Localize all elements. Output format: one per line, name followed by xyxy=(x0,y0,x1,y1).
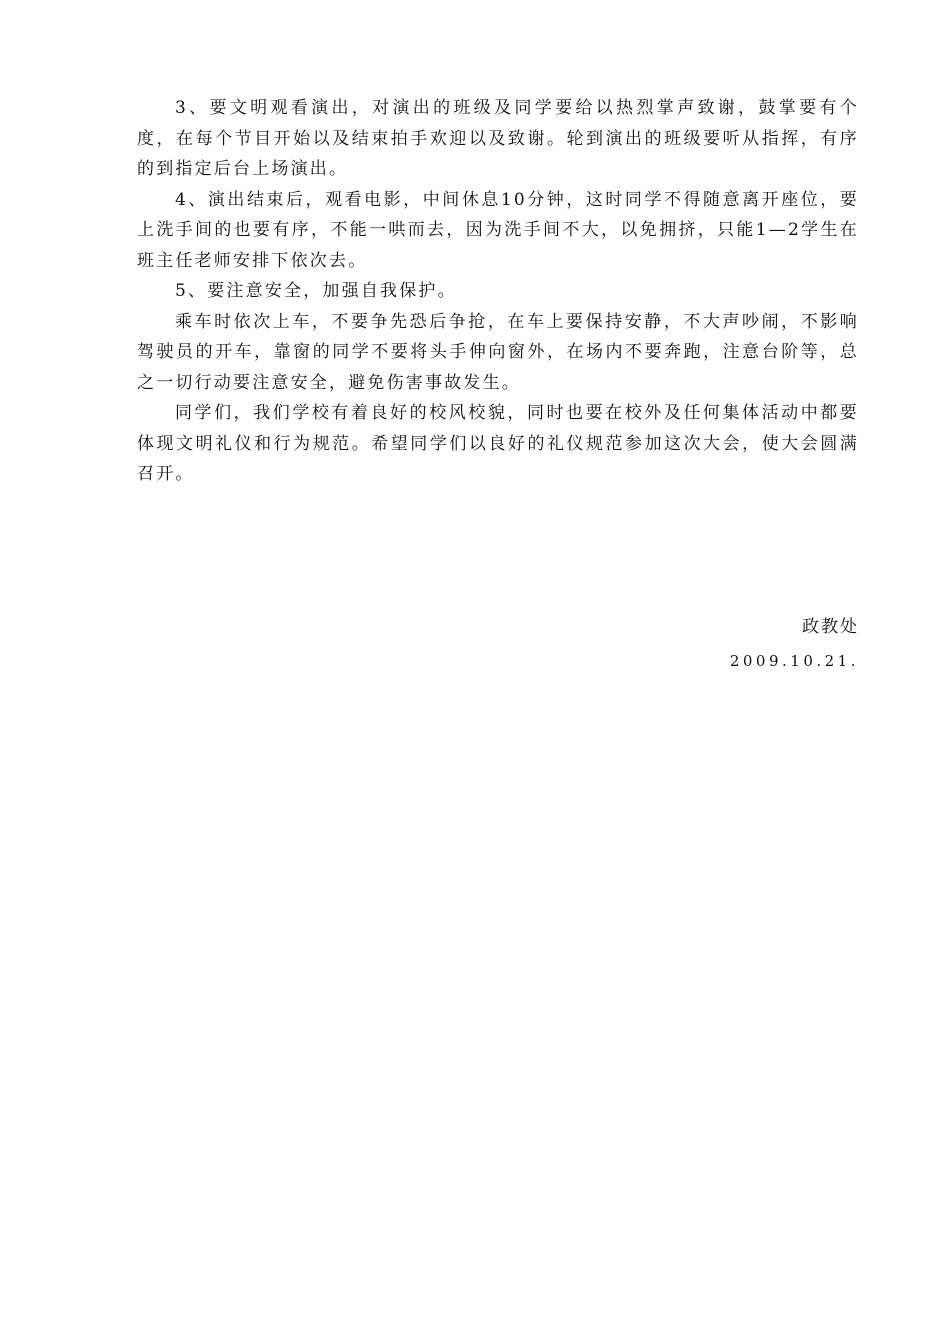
paragraph-rule-4: 4、演出结束后，观看电影，中间休息10分钟，这时同学不得随意离开座位，要上洗手间的也要有序，不能一哄而去，因为洗手间不大，以免拥挤，只能1—2学生在班主任老师安排下依次去。 xyxy=(137,189,859,271)
signature-department: 政教处 xyxy=(802,617,859,637)
document-body xyxy=(137,93,859,490)
paragraph-closing: 同学们，我们学校有着良好的校风校貌，同时也要在校外及任何集体活动中都要体现文明礼仪和行为规范。希望同学们以良好的礼仪规范参加这次大会，使大会圆满召开。 xyxy=(137,403,859,484)
paragraph-rule-5: 5、要注意安全，加强自我保护。 xyxy=(175,281,457,301)
signature-date: 2009.10.21. xyxy=(729,652,859,670)
signature-block xyxy=(730,612,859,676)
paragraph-bus-safety: 乘车时依次上车，不要争先恐后争抢，在车上要保持安静，不大声吵闹，不影响驾驶员的开车，靠窗的同学不要将头手伸向窗外，在场内不要奔跑，注意台阶等，总之一切行动要注意安全，避免伤害事故发生。 xyxy=(137,311,859,393)
paragraph-rule-3: 3、要文明观看演出，对演出的班级及同学要给以热烈掌声致谢，鼓掌要有个度，在每个节目开始以及结束拍手欢迎以及致谢。轮到演出的班级要听从指挥，有序的到指定后台上场演出。 xyxy=(137,98,859,179)
